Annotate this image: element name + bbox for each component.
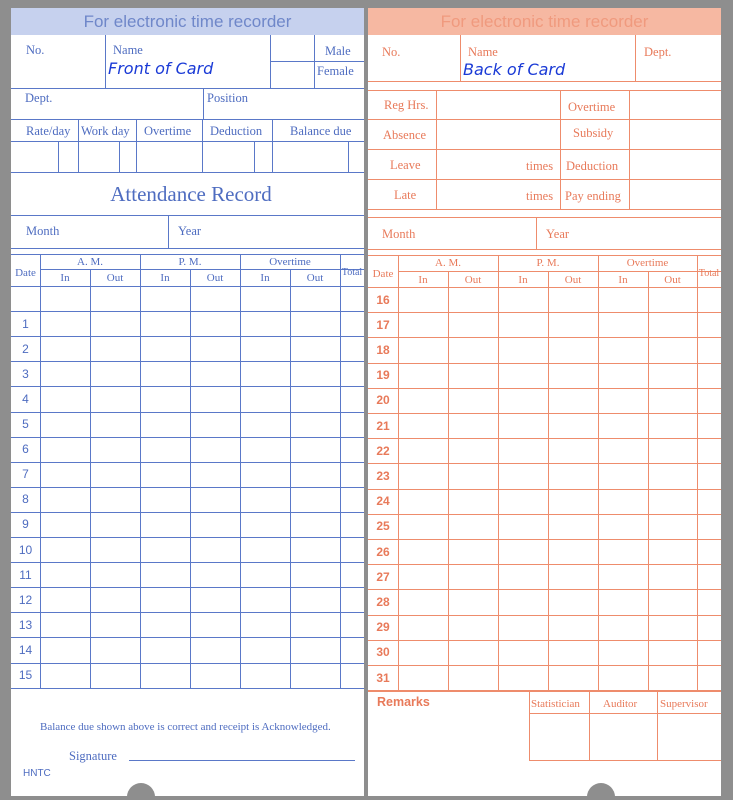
back-date-28: 28 xyxy=(376,595,390,609)
front-date-8: 8 xyxy=(22,492,29,507)
front-year-label: Year xyxy=(178,224,202,238)
front-date-header: Date xyxy=(15,267,36,279)
front-date-13: 13 xyxy=(18,617,33,632)
back-no-label: No. xyxy=(382,45,401,59)
back-date-29: 29 xyxy=(376,620,390,635)
back-statistician-label: Statistician xyxy=(531,698,580,710)
front-date-9: 9 xyxy=(22,517,29,532)
back-date-24: 24 xyxy=(376,494,390,509)
front-date-7: 7 xyxy=(22,467,29,482)
front-title: Attendance Record xyxy=(110,182,272,206)
back-late-label: Late xyxy=(394,188,417,202)
back-absence-label: Absence xyxy=(383,128,427,142)
back-auditor-label: Auditor xyxy=(603,698,638,710)
back-date-21: 21 xyxy=(376,418,390,433)
front-name-value: Front of Card xyxy=(108,59,214,78)
front-rate-label: Rate/day xyxy=(26,124,71,138)
front-punch-notch xyxy=(127,783,155,796)
front-male-label: Male xyxy=(325,44,351,58)
front-name-label: Name xyxy=(113,43,143,57)
front-pm-header: P. M. xyxy=(178,256,202,268)
back-name-label: Name xyxy=(468,45,498,59)
front-date-15: 15 xyxy=(18,668,33,683)
back-pm-header: P. M. xyxy=(536,257,560,269)
back-name-value: Back of Card xyxy=(463,60,566,79)
front-balance-label: Balance due xyxy=(290,124,352,138)
back-date-30: 30 xyxy=(376,645,390,660)
front-in-header: In xyxy=(60,272,70,284)
back-date-17: 17 xyxy=(376,317,390,332)
front-dept-label: Dept. xyxy=(25,91,53,105)
back-out-header: Out xyxy=(564,274,582,286)
back-punch-notch xyxy=(587,783,615,796)
front-no-label: No. xyxy=(26,43,45,57)
front-out-header: Out xyxy=(306,272,324,284)
back-date-26: 26 xyxy=(376,544,390,559)
front-time-card xyxy=(11,8,364,796)
back-year-label: Year xyxy=(546,227,570,241)
back-in-header: In xyxy=(618,274,628,286)
back-date-19: 19 xyxy=(376,368,390,383)
back-pay-label: Pay ending xyxy=(565,189,621,203)
front-date-10: 10 xyxy=(18,542,33,557)
back-overtime-header: Overtime xyxy=(626,257,669,269)
front-in-header: In xyxy=(260,272,270,284)
back-date-header: Date xyxy=(372,268,394,280)
back-date-23: 23 xyxy=(376,469,390,483)
back-date-20: 20 xyxy=(376,393,390,408)
back-month-label: Month xyxy=(382,227,416,241)
front-date-11: 11 xyxy=(19,567,32,582)
back-subsidy-label: Subsidy xyxy=(573,126,614,140)
front-in-header: In xyxy=(160,272,170,284)
front-overtime-label: Overtime xyxy=(144,124,192,138)
back-date-25: 25 xyxy=(376,519,390,534)
front-female-label: Female xyxy=(317,64,354,78)
front-out-header: Out xyxy=(206,272,224,284)
front-date-12: 12 xyxy=(18,592,33,607)
front-month-label: Month xyxy=(26,224,60,238)
back-overtime-label: Overtime xyxy=(568,100,616,114)
front-overtime-header: Overtime xyxy=(269,256,311,268)
front-date-2: 2 xyxy=(22,341,29,356)
front-date-4: 4 xyxy=(22,391,29,406)
back-remarks-label: Remarks xyxy=(377,695,430,709)
front-workday-label: Work day xyxy=(81,124,130,138)
front-date-6: 6 xyxy=(22,442,29,457)
back-deduction-label: Deduction xyxy=(566,159,619,173)
front-code: HNTC xyxy=(23,768,51,779)
back-time-card xyxy=(368,8,721,796)
back-am-header: A. M. xyxy=(435,257,461,269)
back-in-header: In xyxy=(518,274,528,286)
back-in-header: In xyxy=(418,274,428,286)
back-date-27: 27 xyxy=(376,569,390,584)
back-dept-label: Dept. xyxy=(644,45,672,59)
back-date-31: 31 xyxy=(376,670,390,685)
front-date-1: 1 xyxy=(22,316,29,331)
back-late-times: times xyxy=(526,189,554,203)
front-deduction-label: Deduction xyxy=(210,124,263,138)
front-am-header: A. M. xyxy=(77,256,103,268)
front-date-5: 5 xyxy=(22,417,29,432)
front-out-header: Out xyxy=(106,272,124,284)
back-date-22: 22 xyxy=(376,443,390,458)
front-date-3: 3 xyxy=(22,366,29,381)
front-card-header: For electronic time recorder xyxy=(11,8,364,35)
back-date-18: 18 xyxy=(376,343,390,357)
back-total-header: Total xyxy=(698,268,720,279)
back-leave-label: Leave xyxy=(390,158,421,172)
back-out-header: Out xyxy=(464,274,482,286)
back-out-header: Out xyxy=(664,274,681,286)
front-position-label: Position xyxy=(207,91,248,105)
front-total-header: Total xyxy=(341,267,363,278)
back-leave-times: times xyxy=(526,159,554,173)
back-date-16: 16 xyxy=(376,292,390,307)
back-supervisor-label: Supervisor xyxy=(660,698,708,710)
front-signature-label: Signature xyxy=(69,749,117,763)
back-card-header: For electronic time recorder xyxy=(368,8,721,35)
front-ack-note: Balance due shown above is correct and receipt is Acknowledged. xyxy=(40,721,331,733)
front-date-14: 14 xyxy=(18,642,33,657)
back-reg-label: Reg Hrs. xyxy=(384,98,429,112)
